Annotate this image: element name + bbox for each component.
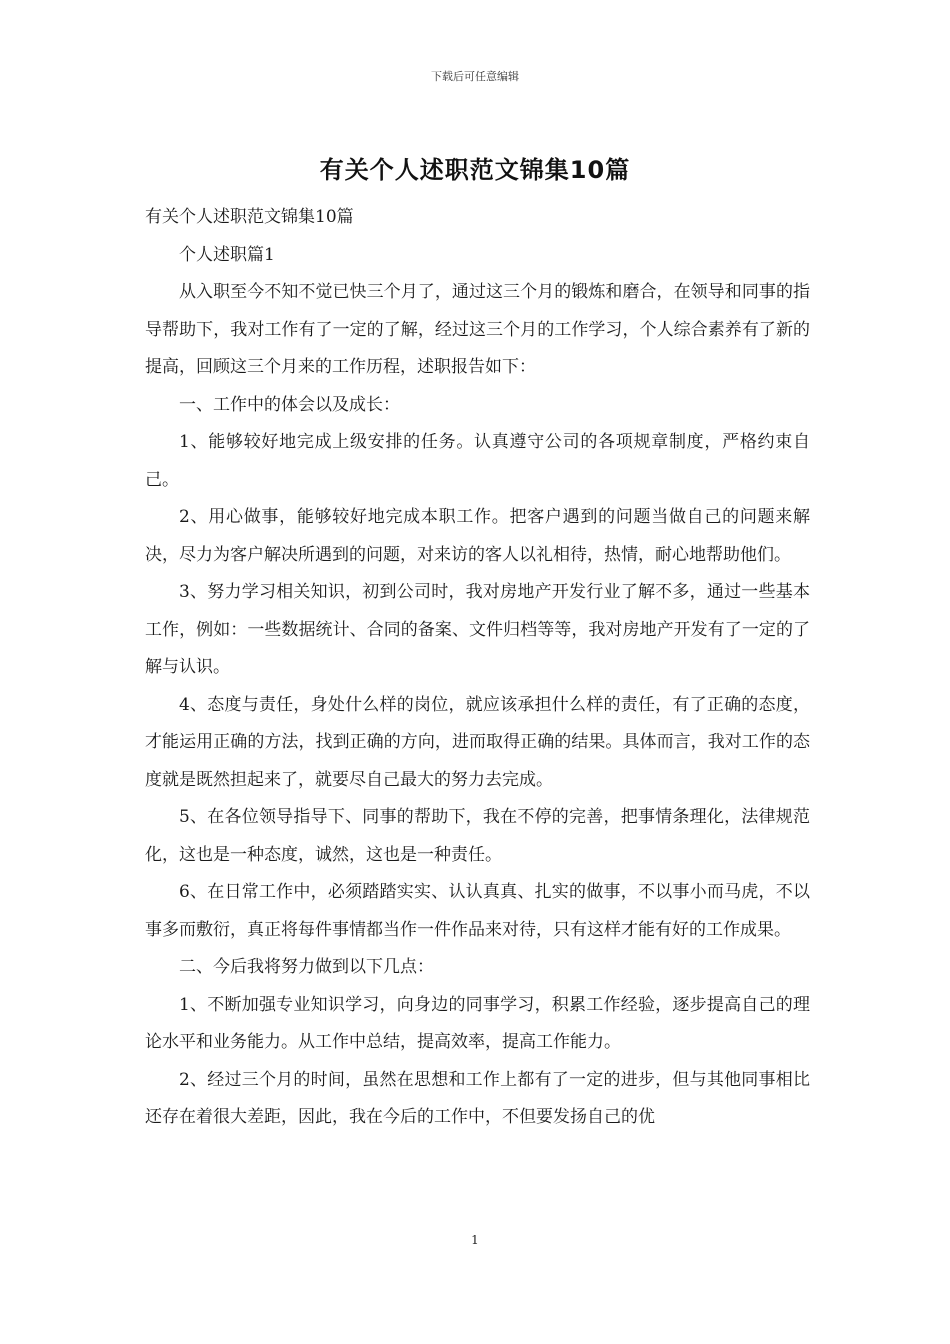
section-heading: 个人述职篇1 <box>179 244 275 265</box>
paragraph: 二、今后我将努力做到以下几点： <box>179 957 434 977</box>
paragraph: 1、不断加强专业知识学习，向身边的同事学习，积累工作经验，逐步提高自己的理论水平和业务能力。从工作中总结，提高效率，提高工作能力。 <box>145 994 810 1052</box>
paragraph: 一、工作中的体会以及成长： <box>179 394 400 415</box>
paragraph: 4、态度与责任，身处什么样的岗位，就应该承担什么样的责任，有了正确的态度，才能运用正确的方法，找到正确的方向，进而取得正确的结果。具体而言，我对工作的态度就是既然担起来了，就要尽自己最大的努力去完成。 <box>145 694 810 790</box>
paragraph: 3、努力学习相关知识，初到公司时，我对房地产开发行业了解不多，通过一些基本工作，例如：一些数据统计、合同的备案、文件归档等等，我对房地产开发有了一定的了解与认识。 <box>145 582 810 677</box>
paragraph: 5、在各位领导指导下、同事的帮助下，我在不停的完善，把事情条理化，法律规范化，这也是一种态度，诚然，这也是一种责任。 <box>145 807 810 865</box>
document-body <box>145 199 810 1137</box>
page-number: 1 <box>471 1233 479 1247</box>
paragraph: 6、在日常工作中，必须踏踏实实、认认真真、扎实的做事，不以事小而马虎，不以事多而敷衍，真正将每件事情都当作一件作品来对待，只有这样才能有好的工作成果。 <box>145 882 810 940</box>
subtitle-line: 有关个人述职范文锦集10篇 <box>145 207 354 227</box>
header-note: 下载后可任意编辑 <box>431 70 519 83</box>
document-title: 有关个人述职范文锦集10篇 <box>319 156 631 184</box>
paragraph: 从入职至今不知不觉已快三个月了，通过这三个月的锻炼和磨合，在领导和同事的指导帮助下，我对工作有了一定的了解，经过这三个月的工作学习，个人综合素养有了新的提高，回顾这三个月来的工作历程，述职报告如下： <box>145 282 810 377</box>
paragraph: 1、能够较好地完成上级安排的任务。认真遵守公司的各项规章制度，严格约束自己。 <box>145 432 810 490</box>
paragraph: 2、经过三个月的时间，虽然在思想和工作上都有了一定的进步，但与其他同事相比还存在着很大差距，因此，我在今后的工作中，不但要发扬自己的优 <box>145 1069 810 1127</box>
paragraph: 2、用心做事，能够较好地完成本职工作。把客户遇到的问题当做自己的问题来解决，尽力为客户解决所遇到的问题，对来访的客人以礼相待，热情，耐心地帮助他们。 <box>145 507 810 565</box>
